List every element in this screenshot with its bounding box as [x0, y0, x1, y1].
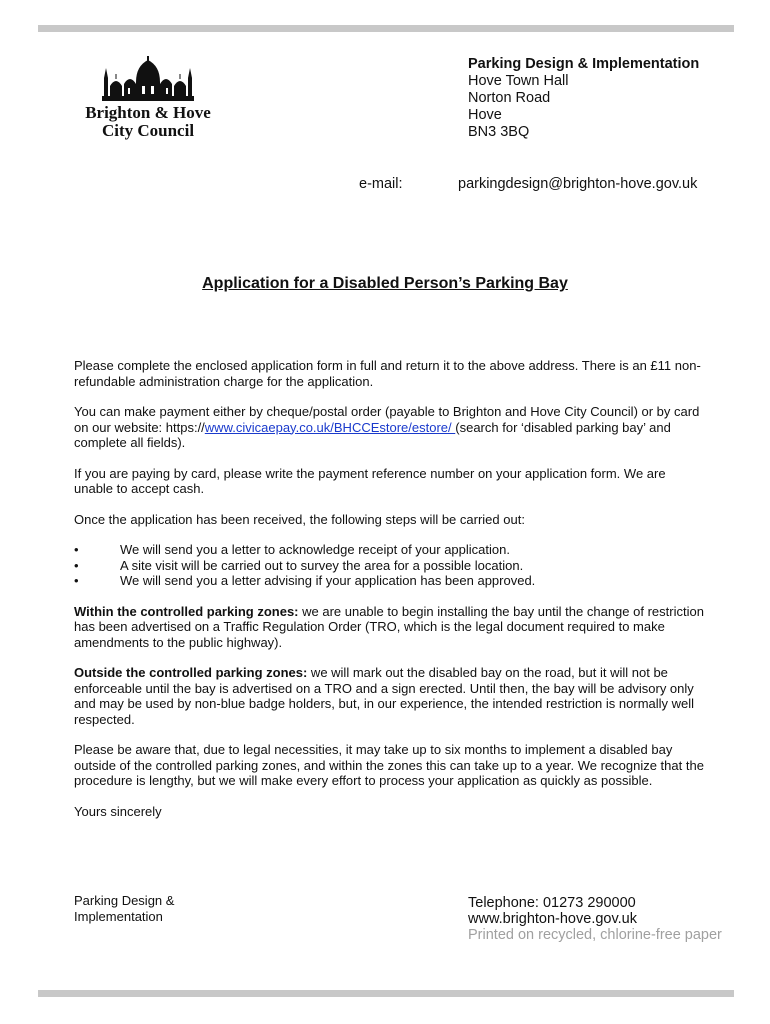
list-item: • We will send you a letter to acknowledge receipt of your application. [74, 542, 704, 558]
intro-paragraph: Please complete the enclosed application form in full and return it to the above address. There is an £11 non-refundable administration charge for the application. [74, 358, 701, 389]
telephone-number: Telephone: 01273 290000 [468, 895, 636, 911]
contact-footer [468, 895, 722, 943]
top-divider-bar [38, 25, 734, 32]
card-payment-paragraph: If you are paying by card, please write the payment reference number on your application form. We are unable to accept cash. [74, 465, 666, 496]
recycled-paper-note: Printed on recycled, chlorine-free paper [468, 927, 722, 943]
sender-address [468, 56, 699, 141]
council-name [76, 104, 220, 140]
outside-zones-text: we will mark out the disabled bay on the road, but it will not be enforceable until the bay is advertised on a TRO and a sign erected. Until then, the bay will be advisory only and may be used by non-blue badge holders, but, in our experience, the intended restriction is normally well respected. [74, 665, 695, 727]
address-line: Hove [468, 107, 502, 123]
address-line: Norton Road [468, 90, 551, 106]
signature-line: Parking Design & [74, 893, 175, 908]
outside-zones-paragraph [74, 665, 704, 727]
timescale-paragraph: Please be aware that, due to legal necessities, it may take up to six months to implement a disabled bay outside of the controlled parking zones, and within the zones this can take up to a year. We recognize that the procedure is lengthy, but we will make every effort to process your application as quickly as possible. [74, 742, 704, 788]
council-name-line2: City Council [101, 121, 195, 140]
department-name: Parking Design & Implementation [468, 56, 700, 72]
address-line: BN3 3BQ [468, 124, 530, 140]
controlled-zones-paragraph [74, 604, 704, 651]
bottom-divider-bar [38, 990, 734, 997]
list-item: • A site visit will be carried out to survey the area for a possible location. [74, 558, 704, 574]
steps-list [74, 542, 704, 589]
website-address: www.brighton-hove.gov.uk [468, 911, 637, 927]
letter-body [74, 358, 704, 834]
signature-line: Implementation [74, 908, 163, 924]
council-name-line1: Brighton & Hove [85, 103, 211, 122]
council-logo [76, 56, 226, 140]
payment-paragraph [74, 404, 704, 451]
signature-block [74, 893, 174, 924]
controlled-zones-heading: Within the controlled parking zones: [74, 603, 299, 619]
steps-intro-paragraph: Once the application has been received, the following steps will be carried out: [74, 511, 525, 527]
controlled-zones-text: we are unable to begin installing the bay until the change of restriction has been advertised on a Traffic Regulation Order (TRO, which is the legal document required to make amendments to the public highway). [74, 603, 704, 650]
document-title: Application for a Disabled Person’s Parking Bay [202, 275, 568, 292]
payment-text-suffix: (search for ‘disabled parking bay’ and complete all fields). [74, 419, 671, 450]
email-label: e-mail: [359, 176, 403, 192]
email-address: parkingdesign@brighton-hove.gov.uk [458, 176, 698, 192]
pavilion-icon [98, 56, 198, 104]
payment-website-link[interactable]: www.civicaepay.co.uk/BHCCEstore/estore/ [204, 419, 456, 435]
address-line: Hove Town Hall [468, 73, 569, 89]
closing-salutation: Yours sincerely [74, 803, 162, 819]
outside-zones-heading: Outside the controlled parking zones: [74, 665, 308, 680]
payment-text: You can make payment either by cheque/postal order (payable to Brighton and Hove City Council) or by card on our website: https:// [74, 404, 700, 435]
list-item: • We will send you a letter advising if your application has been approved. [74, 573, 704, 589]
